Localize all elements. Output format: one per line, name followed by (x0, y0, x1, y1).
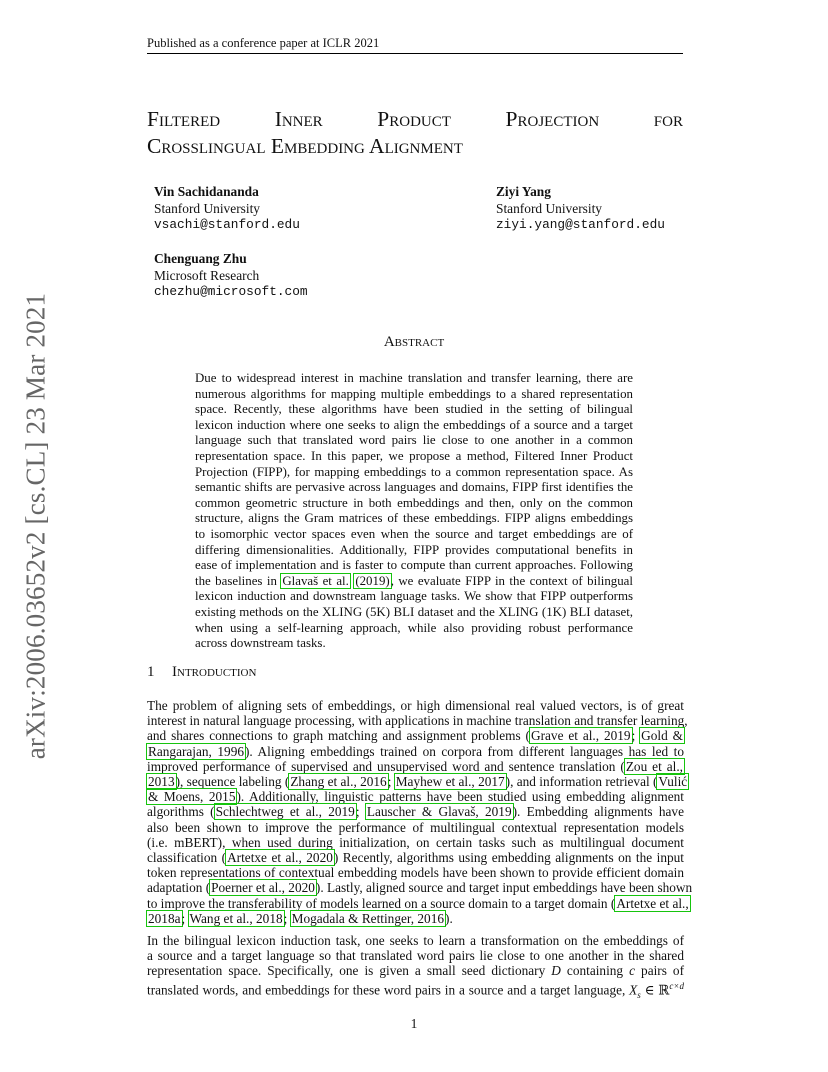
author-block (496, 184, 665, 234)
citation-link[interactable]: Rangarajan, 1996 (148, 743, 244, 759)
abstract-line: the baselines in Glavaš et al. (2019), we evaluate FIPP in the context of bilingual (195, 573, 633, 588)
header-rule (147, 53, 683, 54)
citation-link[interactable]: Artetxe et al., (616, 895, 689, 911)
paragraph-line: algorithms (Schlechtweg et al., 2019; Lauscher & Glavaš, 2019). Embedding alignments have (147, 804, 684, 820)
author-name: Ziyi Yang (496, 184, 551, 199)
author-name: Chenguang Zhu (154, 251, 247, 266)
title-word: Product (377, 107, 451, 131)
citation-link[interactable]: Gold & (641, 728, 683, 744)
abstract-line: common geometric structure in both embeddings and then, only on the common (195, 495, 633, 510)
paragraph-line: interest in natural language processing, with applications in machine translation and transfer learning, (147, 713, 688, 729)
citation-link[interactable]: Mogadala & Rettinger, 2016 (291, 910, 445, 926)
author-affiliation: Stanford University (154, 200, 260, 216)
abstract-line: Due to widespread interest in machine translation and transfer learning, there are (195, 371, 633, 385)
abstract-line: semantic shifts are pervasive across languages and domains, FIPP first identifies the (195, 480, 633, 495)
author-block (154, 184, 300, 234)
abstract-body (195, 371, 633, 652)
citation-link[interactable]: & Moens, 2015 (148, 789, 236, 805)
author-block (154, 251, 308, 301)
paragraph-2 (147, 933, 684, 1003)
abstract-line: when using a self-learning approach, while also providing robust performance (195, 620, 633, 635)
running-header: Published as a conference paper at ICLR 2021 (147, 36, 380, 50)
abstract-line: space. Recently, these algorithms have been studied in the setting of bilingual (195, 402, 633, 417)
citation-link[interactable]: Mayhew et al., 2017 (395, 774, 505, 790)
citation-link[interactable]: Wang et al., 2018 (189, 910, 283, 926)
section-title: Introduction (172, 664, 257, 680)
paragraph-line: (i.e. mBERT), when used during initialization, on certain tasks such as multilingual document (147, 834, 684, 850)
title-line-2: Crosslingual Embedding Alignment (147, 134, 463, 158)
abstract-line: language such that translated word pairs lie close to one another in a common (195, 433, 633, 448)
section-number: 1 (147, 664, 155, 680)
citation-link[interactable]: Glavaš et al. (282, 573, 349, 588)
paragraph-line: also been shown to improve the performance of multilingual contextual representation models (147, 819, 684, 835)
abstract-line: representation space. In this paper, we propose a method, Filtered Inner Product (195, 448, 633, 463)
title-word: Inner (274, 107, 323, 131)
paragraph-line: Rangarajan, 1996). Aligning embeddings trained on corpora from different languages has led to (148, 743, 684, 759)
title-word: Filtered (147, 107, 221, 131)
paragraph-line: 2013), sequence labeling (Zhang et al., 2016; Mayhew et al., 2017), and information retrieval (Vulić (148, 774, 688, 790)
citation-link[interactable]: 2013 (148, 774, 175, 790)
citation-link[interactable]: Poerner et al., 2020 (211, 880, 315, 896)
paragraph-line: The problem of aligning sets of embeddings, or high dimensional real valued vectors, is of great (147, 698, 684, 713)
abstract-line: lexicon induction where one seeks to align the embeddings of a source and a target (195, 417, 633, 432)
title-word: for (653, 107, 683, 131)
paragraph-line: to improve the transferability of models learned on a source domain to a target domain (Artetxe et al., (147, 895, 689, 911)
citation-link[interactable]: Artetxe et al., 2020 (227, 850, 333, 866)
citation-link[interactable]: Zhang et al., 2016 (290, 774, 387, 790)
arxiv-identifier: arXiv:2006.03652v2 [cs.CL] 23 Mar 2021 (20, 292, 51, 760)
author-name: Vin Sachidananda (154, 184, 259, 199)
paragraph-line: 2018a; Wang et al., 2018; Mogadala & Rettinger, 2016). (148, 910, 453, 926)
abstract-line: structure, aligns the Gram matrices of these embeddings. FIPP aligns embeddings (195, 511, 633, 526)
author-email[interactable]: ziyi.yang@stanford.edu (496, 217, 665, 232)
citation-link[interactable]: (2019) (355, 573, 390, 588)
paragraph-line: token representations of contextual embedding models have been shown to provide efficient domain (147, 865, 684, 881)
paragraph-line: and shares connections to graph matching and assignment problems (Grave et al., 2019; Gold & (147, 728, 683, 744)
abstract-line: across downstream tasks. (195, 636, 326, 651)
title-word: Projection (505, 107, 600, 131)
paragraph-line: representation space. Specifically, one is given a small seed dictionary D containing c pairs of (147, 963, 685, 979)
abstract-line: ease of implementation and is faster to compute than current approaches. Following (195, 558, 633, 573)
citation-link[interactable]: Schlechtweg et al., 2019 (215, 804, 355, 820)
paragraph-line: classification (Artetxe et al., 2020) Recently, algorithms using embedding alignments on the input (147, 850, 684, 866)
author-affiliation: Stanford University (496, 200, 602, 216)
abstract-line: existing methods on the XLING (5K) BLI dataset and the XLING (1K) BLI dataset, (195, 604, 633, 619)
abstract-line: differing dimensionalities. Additionally, FIPP provides computational benefits in (195, 542, 633, 557)
paragraph-line: translated words, and embeddings for these word pairs in a source and a target language, $X_s$ ∈ ℝ$^{c\times d}$ (147, 980, 684, 1000)
paragraph-line: a source and a target language so that translated word pairs lie close to one another in the shared (147, 948, 684, 964)
paragraph-line: adaptation (Poerner et al., 2020). Lastly, aligned source and target input embeddings have been shown (147, 880, 693, 896)
page-number: 1 (410, 1016, 418, 1031)
paragraph-line: In the bilingual lexicon induction task, one seeks to learn a transformation on the embeddings of (147, 933, 684, 948)
citation-link[interactable]: Lauscher & Glavaš, 2019 (366, 804, 512, 820)
abstract-heading: Abstract (383, 334, 445, 350)
abstract-line: Projection (FIPP), for mapping embeddings to a common representation space. As (195, 464, 633, 479)
abstract-line: lexicon induction and downstream language tasks. We show that FIPP outperforms (195, 589, 633, 604)
citation-link[interactable]: Grave et al., 2019 (530, 728, 631, 744)
paper-title (147, 106, 683, 160)
citation-link[interactable]: 2018a (148, 910, 181, 926)
paragraph-line: & Moens, 2015). Additionally, linguistic patterns have been studied using embedding alignment (148, 789, 685, 805)
abstract-line: numerous algorithms for mapping multiple embeddings to a shared representation (195, 386, 633, 401)
paragraph-1 (147, 698, 693, 926)
author-email[interactable]: vsachi@stanford.edu (154, 217, 300, 232)
section-heading (147, 664, 256, 681)
paragraph-line: improved performance of supervised and unsupervised word and sentence translation (Zou et al., (147, 758, 683, 774)
citation-link[interactable]: Zou et al., (625, 758, 683, 774)
citation-link[interactable]: Vulić (658, 774, 688, 790)
abstract-line: to isomorphic vector spaces even when the source and target embeddings are of (195, 526, 633, 541)
author-email[interactable]: chezhu@microsoft.com (154, 284, 308, 299)
author-affiliation: Microsoft Research (154, 267, 260, 283)
